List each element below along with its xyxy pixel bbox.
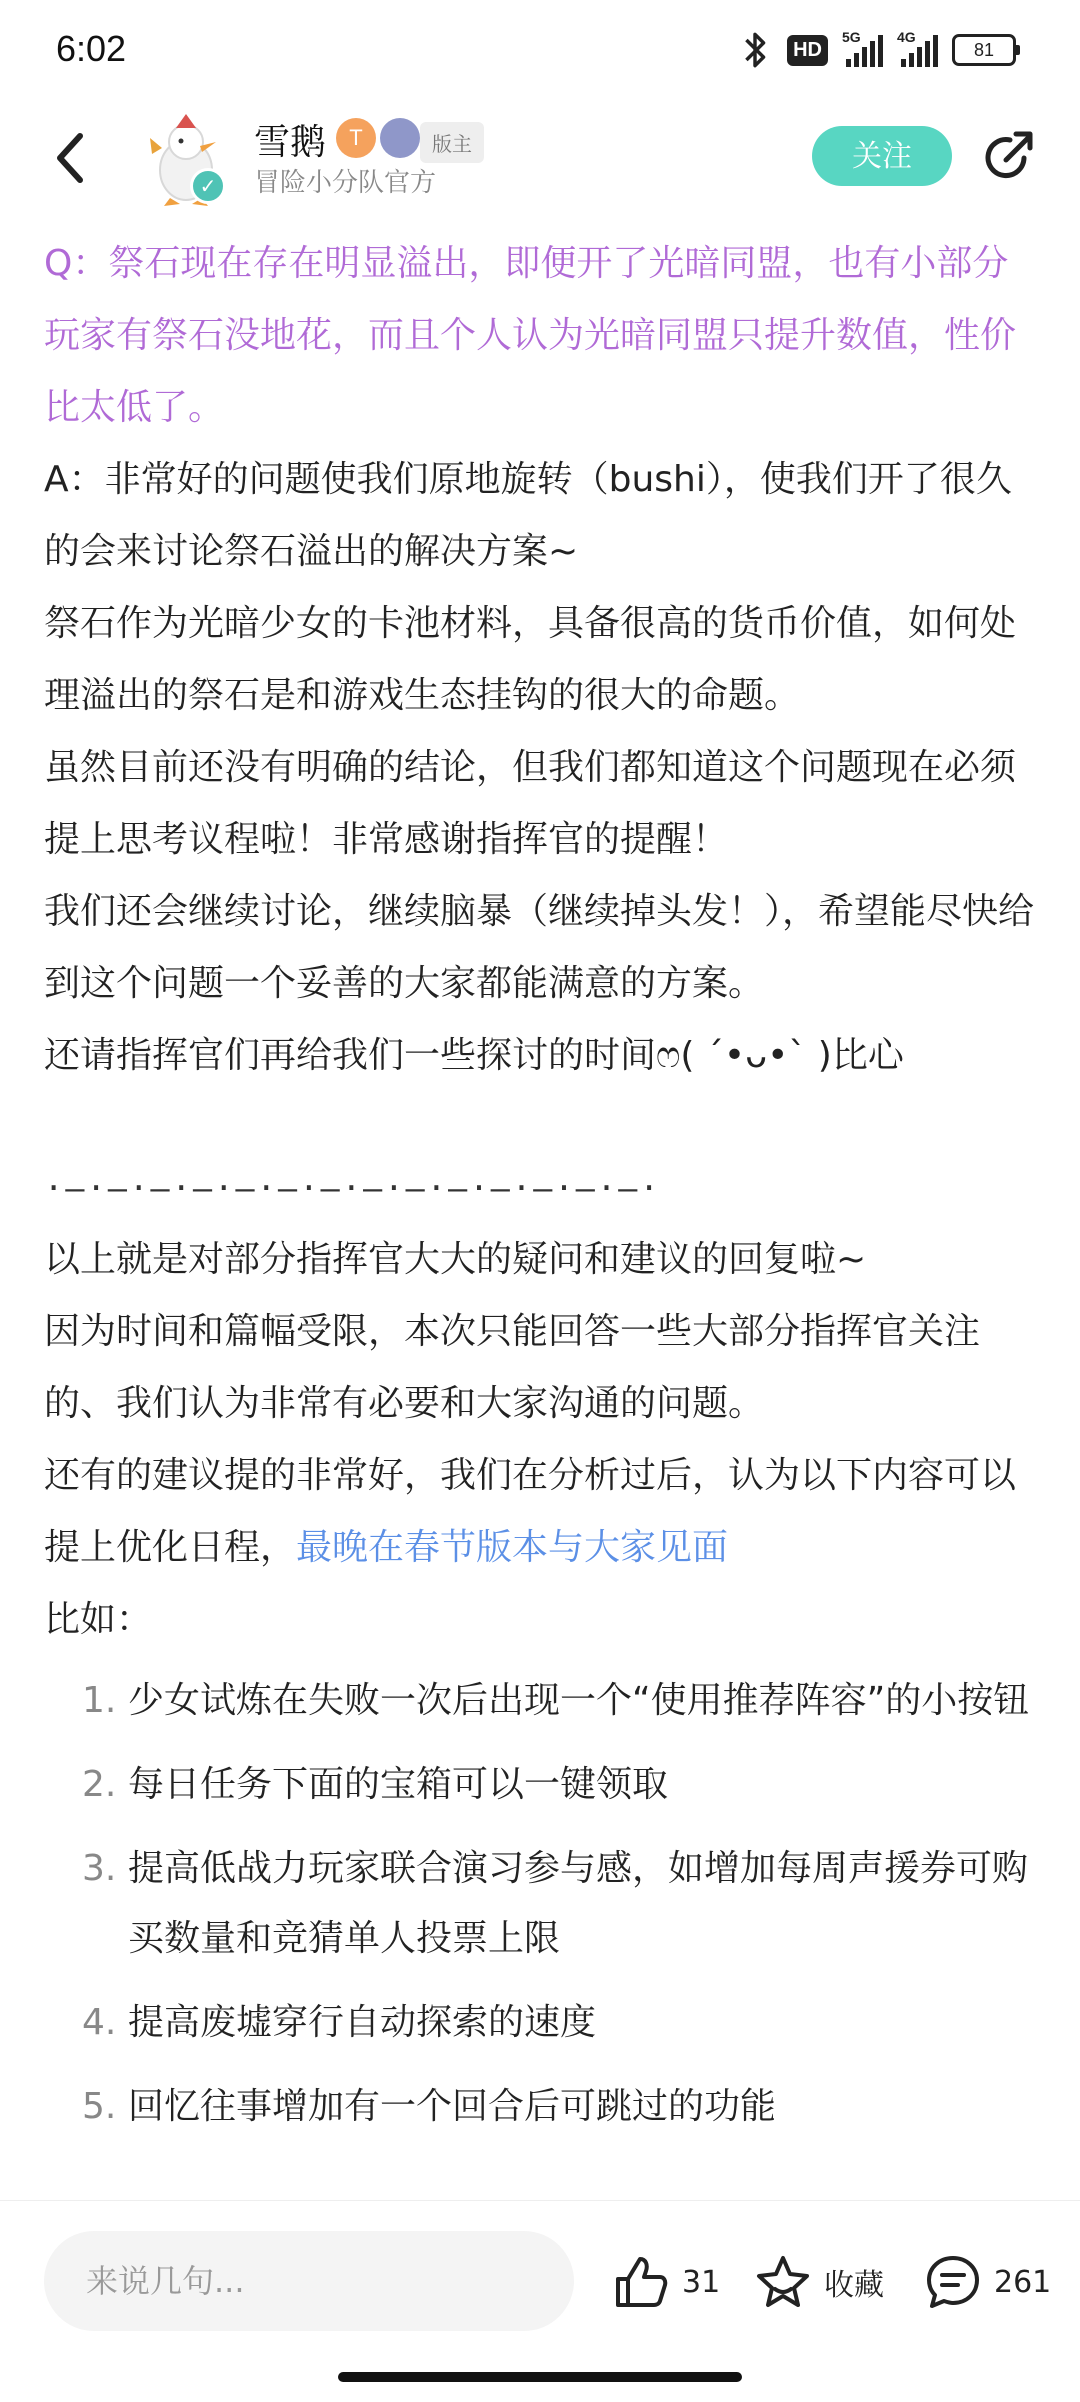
paragraph: 我们还会继续讨论，继续脑暴（继续掉头发！），希望能尽快给到这个问题一个妥善的大家都能满意的方案。 xyxy=(44,891,1035,1004)
signal-5g-icon: 5G xyxy=(842,33,883,67)
status-icons xyxy=(737,30,1020,70)
paragraph xyxy=(44,1440,1040,1584)
paragraph: 还请指挥官们再给我们一些探讨的时间ෆ( ˊ•ᴗ•ˋ )比心 xyxy=(44,1035,904,1076)
home-indicator[interactable] xyxy=(338,2372,742,2382)
list-number: 4. xyxy=(82,2002,117,2043)
post-header xyxy=(0,100,1080,220)
moderator-icon xyxy=(380,118,420,158)
paragraph: 因为时间和篇幅受限，本次只能回答一些大部分指挥官关注的、我们认为非常有必要和大家沟通的问题。 xyxy=(44,1311,981,1424)
paragraph: 以上就是对部分指挥官大大的疑问和建议的回复啦~ xyxy=(44,1239,867,1280)
comment-bubble-icon xyxy=(924,2253,982,2311)
favorite-label: 收藏 xyxy=(824,2268,884,2303)
like-button[interactable] xyxy=(612,2253,720,2311)
answer-intro: A：非常好的问题使我们原地旋转（bushi），使我们开了很久的会来讨论祭石溢出的解决方案~ xyxy=(44,459,1012,572)
list-item xyxy=(44,2072,1040,2142)
signal-4g-icon: 4G xyxy=(897,33,938,67)
list-item xyxy=(44,1750,1040,1820)
list-item xyxy=(44,1834,1040,1974)
list-item-text: 提高废墟穿行自动探索的速度 xyxy=(128,2002,597,2043)
share-icon[interactable] xyxy=(980,128,1036,184)
list-item-text: 提高低战力玩家联合演习参与感，如增加每周声援券可购买数量和竞猜单人投票上限 xyxy=(128,1848,1029,1959)
comment-input[interactable]: 来说几句... xyxy=(44,2231,574,2331)
back-arrow-icon[interactable] xyxy=(46,128,96,188)
article-body xyxy=(44,228,1040,2156)
list-number: 1. xyxy=(82,1680,117,1721)
verified-icon: ✓ xyxy=(190,168,226,204)
comment-button[interactable] xyxy=(924,2253,1051,2311)
paragraph: 比如： xyxy=(44,1599,153,1640)
list-item-text: 回忆往事增加有一个回合后可跳过的功能 xyxy=(128,2086,777,2127)
thumbs-up-icon xyxy=(612,2253,670,2311)
list-number: 5. xyxy=(82,2086,117,2127)
section-divider: ·—·—·—·—·—·—·—·—·—·—·—·—·—·—· xyxy=(44,1169,661,1207)
list-item-text: 少女试炼在失败一次后出现一个“使用推荐阵容”的小按钮 xyxy=(128,1680,1030,1721)
level-badge-icon: T xyxy=(336,118,376,158)
star-icon xyxy=(754,2253,812,2311)
paragraph: 虽然目前还没有明确的结论，但我们都知道这个问题现在必须提上思考议程啦！非常感谢指挥官的提醒！ xyxy=(44,747,1017,860)
follow-button[interactable]: 关注 xyxy=(812,126,952,186)
battery-icon xyxy=(952,34,1020,66)
list-item xyxy=(44,1666,1040,1736)
comment-count: 261 xyxy=(994,2264,1052,2300)
author-subtitle: 冒险小分队官方 xyxy=(254,168,437,198)
battery-level: 81 xyxy=(952,34,1016,66)
list-number: 2. xyxy=(82,1764,117,1805)
status-time: 6:02 xyxy=(56,28,127,69)
bottom-action-bar xyxy=(0,2200,1080,2402)
highlight-link[interactable]: 最晚在春节版本与大家见面 xyxy=(296,1527,729,1568)
favorite-button[interactable] xyxy=(754,2253,884,2311)
list-number: 3. xyxy=(82,1848,117,1889)
like-count: 31 xyxy=(682,2264,721,2300)
question-text: Q：祭石现在存在明显溢出，即便开了光暗同盟，也有小部分玩家有祭石没地花，而且个人认为光暗同盟只提升数值，性价比太低了。 xyxy=(44,243,1017,428)
list-item-text: 每日任务下面的宝箱可以一键领取 xyxy=(128,1764,669,1805)
suggestion-list xyxy=(44,1666,1040,2142)
paragraph-text: 还有的建议提的非常好，我们在分析过后，认为以下内容可以提上优化日程， xyxy=(44,1455,1017,1568)
hd-icon: HD xyxy=(787,35,828,66)
bluetooth-icon xyxy=(737,30,773,70)
role-tag: 版主 xyxy=(420,122,484,163)
status-bar xyxy=(0,0,1080,100)
list-item xyxy=(44,1988,1040,2058)
paragraph: 祭石作为光暗少女的卡池材料，具备很高的货币价值，如何处理溢出的祭石是和游戏生态挂钩的很大的命题。 xyxy=(44,603,1017,716)
author-name[interactable]: 雪鹅 xyxy=(254,122,327,163)
